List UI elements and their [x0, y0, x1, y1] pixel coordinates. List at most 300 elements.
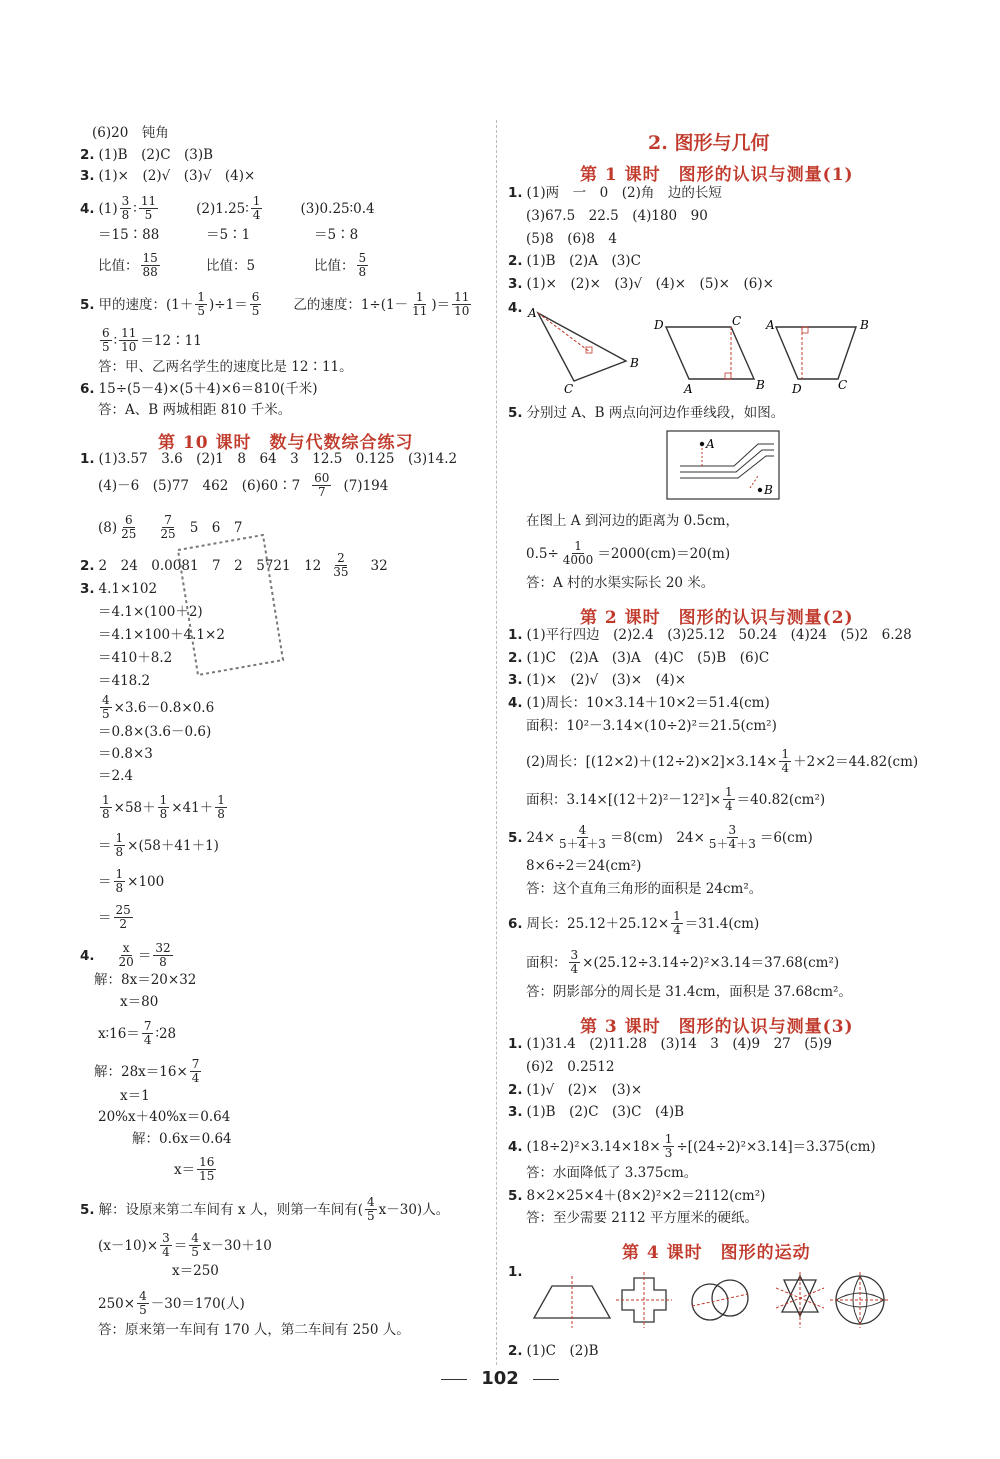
- question-number: 5.: [80, 296, 95, 313]
- expr: 甲的速度：(1＋: [98, 296, 194, 313]
- expr: 解：28x＝16×: [94, 1063, 188, 1080]
- numerator: 32: [155, 941, 171, 955]
- vertex-label: A: [766, 318, 775, 332]
- expr: (2)周长：[(12×2)＋(12÷2)×2]×3.14×: [526, 753, 778, 770]
- denominator: 4: [570, 962, 579, 976]
- denominator: 4: [143, 1033, 152, 1047]
- numerator: 1: [415, 290, 424, 304]
- fraction: [141, 252, 160, 279]
- denominator: 35: [333, 565, 349, 579]
- question-number: 1.: [508, 1036, 523, 1052]
- answer-4-sol4: [120, 1087, 150, 1105]
- numerator: 4: [139, 1289, 147, 1303]
- answer-text: (1)× (2)× (3)√ (4)× (5)× (6)×: [526, 276, 774, 292]
- denominator: 5: [102, 707, 110, 721]
- conclusion-text: 答：原来第一车间有 170 人，第二车间有 250 人。: [98, 1322, 410, 1338]
- fraction: [119, 327, 138, 354]
- answer-4-sol2: [120, 993, 158, 1011]
- fraction: [100, 327, 112, 354]
- expr: 乙的速度：1÷(1－: [293, 296, 409, 313]
- answer-3b-row1: [98, 694, 214, 721]
- cross-shape: [616, 1272, 672, 1328]
- question-number: 5.: [80, 1201, 95, 1218]
- watermark-stamp: [168, 530, 288, 680]
- lesson-heading: 第 10 课时 数与代数综合练习: [158, 433, 414, 453]
- conclusion-text: 答：甲、乙两名学生的速度比是 12∶11。: [98, 359, 353, 375]
- question-number: 6.: [508, 915, 523, 932]
- fraction: [707, 824, 758, 851]
- answer-6-conclusion: [98, 401, 291, 419]
- question-number: 1.: [80, 451, 95, 467]
- answer-5-conclusion: [526, 880, 762, 898]
- fraction: [365, 1196, 377, 1223]
- question-number: 6.: [80, 381, 95, 397]
- expr: (3)0.25∶0.4: [300, 200, 375, 217]
- denominator: 25: [121, 527, 137, 541]
- fraction: [312, 472, 331, 499]
- answer-3: [508, 671, 686, 689]
- answer-5-x: [172, 1262, 219, 1280]
- answer-1-row1: [508, 184, 722, 202]
- answer-text: 分别过 A、B 两点向河边作垂线段，如图。: [526, 405, 785, 421]
- page-number: 102: [481, 1368, 519, 1389]
- symmetry-figures: [532, 1272, 922, 1332]
- column-divider: [496, 120, 497, 1365]
- expr: ＝: [98, 873, 112, 890]
- answer-4-label: [508, 299, 527, 317]
- answer-3b-row2: [98, 723, 211, 741]
- answer-6-row2: [526, 949, 839, 976]
- question-number: 5.: [508, 1188, 523, 1204]
- expr: ∶: [113, 332, 118, 349]
- numerator: 3: [121, 194, 130, 208]
- fraction: [114, 868, 126, 895]
- expr: (x－10)×: [98, 1237, 159, 1254]
- fraction: [195, 291, 207, 318]
- answer-text: 在图上 A 到河边的距离为 0.5cm，: [526, 513, 739, 529]
- fraction: [100, 794, 112, 821]
- answer-3: [80, 167, 255, 185]
- answer-6-row1: [508, 910, 759, 937]
- answer-3-row5: [98, 672, 150, 690]
- denominator: 8: [358, 265, 367, 279]
- question-number: 1.: [508, 627, 523, 643]
- answer-text: (5)8 (6)8 4: [526, 231, 618, 247]
- fraction: [100, 694, 112, 721]
- answer-text: (1)√ (2)× (3)×: [526, 1082, 643, 1098]
- numerator: 6: [124, 513, 133, 527]
- numerator: 1: [217, 793, 225, 807]
- expr: ×100: [127, 873, 165, 890]
- denominator: 4: [781, 761, 790, 775]
- answer-text: 8×2×25×4＋(8×2)²×2＝2112(cm²): [526, 1188, 766, 1204]
- numerator: 1: [115, 867, 124, 881]
- denominator: 11: [412, 304, 428, 318]
- expr: ＝2000(cm)＝20(m): [597, 545, 731, 562]
- answer-4-row1: [508, 694, 770, 712]
- expr: ＋2×2＝44.82(cm): [793, 753, 919, 770]
- expr: 250×: [98, 1295, 136, 1312]
- answer-text: (1)B (2)C (3)B: [98, 147, 214, 163]
- answer-text: 面积：10²－3.14×(10÷2)²＝21.5(cm²): [526, 718, 777, 734]
- expr: 4.1×102: [98, 581, 158, 597]
- answer-3c-row4: [98, 904, 135, 931]
- vertex-label: C: [564, 382, 574, 396]
- numerator: 1: [159, 793, 168, 807]
- numerator: 1: [664, 1132, 673, 1146]
- conclusion-text: 答：A 村的水渠实际长 20 米。: [526, 575, 715, 591]
- expr: ＝: [173, 1237, 188, 1254]
- expr: ＝5∶1: [206, 227, 251, 243]
- answer-4-eq3: [98, 1108, 230, 1126]
- answer-5-eq: [98, 1232, 272, 1259]
- answer-1-row1: [508, 1035, 832, 1053]
- numerator: 2: [337, 551, 345, 565]
- fraction: [557, 824, 608, 851]
- expr: x－30)人。: [378, 1201, 450, 1218]
- answer-4-row2: [98, 226, 358, 244]
- answer-5: [508, 404, 784, 422]
- denominator: 8: [159, 807, 168, 821]
- denominator: 8: [115, 845, 124, 859]
- numerator: 7: [191, 1057, 200, 1071]
- denominator: 8: [159, 955, 167, 969]
- fraction: [114, 832, 126, 859]
- question-number: 1.: [508, 1264, 523, 1280]
- denominator: 8: [217, 807, 225, 821]
- expr: ＝15∶88: [98, 227, 160, 243]
- question-number: 2.: [508, 1343, 523, 1359]
- expr: )÷1＝: [209, 296, 248, 313]
- denominator: 25: [160, 527, 176, 541]
- answer-4-row3: [526, 748, 918, 775]
- question-number: 4.: [80, 947, 95, 964]
- expr: ＝: [98, 909, 112, 926]
- vertex-label: B: [860, 318, 869, 332]
- answer-3c-row3: [98, 868, 164, 895]
- fraction: [189, 1232, 201, 1259]
- denominator: 4: [673, 923, 681, 937]
- fraction: [117, 942, 136, 969]
- fraction: [671, 910, 683, 937]
- fraction: [569, 949, 581, 976]
- trapezoid-shape: [534, 1276, 610, 1328]
- expr: ＝418.2: [98, 673, 151, 689]
- denominator: 4: [252, 208, 261, 222]
- denominator: 5: [367, 1209, 375, 1223]
- expr: ＝4.1×(100＋2): [98, 604, 203, 620]
- expr: ÷[(24÷2)²×3.14]＝3.375(cm): [676, 1138, 876, 1155]
- numerator: 1: [252, 194, 261, 208]
- question-number: 2.: [508, 650, 523, 666]
- fraction: [331, 552, 350, 579]
- fraction: [120, 195, 132, 222]
- answer-text: 2 24 0.0081 7 2 5721 12: [98, 557, 322, 574]
- answer-2: [508, 1342, 599, 1360]
- numerator: 11: [121, 326, 137, 340]
- denominator: 2: [119, 917, 127, 931]
- vertex-label: B: [756, 378, 765, 392]
- answer-4-sol1: [94, 971, 196, 989]
- conclusion-text: 答：阴影部分的周长是 31.4cm，面积是 37.68cm²。: [526, 984, 852, 1000]
- answer-4-sol6: [174, 1156, 218, 1183]
- question-number: 4.: [508, 1138, 523, 1155]
- expr: x＝250: [172, 1263, 219, 1279]
- numerator: 15: [142, 251, 158, 265]
- answer-4-sol3: [94, 1058, 203, 1085]
- answer-4-eq1: [80, 942, 175, 969]
- text-line-content: (6)20 钝角: [92, 125, 169, 141]
- numerator: 5: [358, 251, 367, 265]
- vertex-label: C: [732, 314, 742, 328]
- vertex-label: D: [654, 318, 664, 332]
- answer-text: (1)C (2)B: [526, 1343, 599, 1359]
- numerator: 7: [164, 513, 172, 527]
- question-number: 3.: [80, 581, 95, 597]
- ratio-label: 比值：: [314, 257, 355, 274]
- answer-5-row1: [508, 824, 813, 851]
- lesson-heading: 第 2 课时 图形的认识与测量(2): [580, 608, 854, 628]
- lesson-heading: 第 4 课时 图形的运动: [622, 1243, 811, 1263]
- flower-circle-shape: [830, 1272, 890, 1328]
- expr: x∶16＝: [98, 1025, 140, 1042]
- question-number: 4.: [508, 695, 523, 711]
- star-shape: [776, 1272, 824, 1328]
- expr: )＝: [431, 296, 451, 313]
- page-footer: [0, 1368, 1000, 1389]
- question-number: 4.: [508, 300, 523, 316]
- numerator: 1: [781, 747, 790, 761]
- answer-text: (1)3.57 3.6 (2)1 8 64 3 12.5 0.125 (3)14.2: [98, 451, 458, 467]
- answer-5-conclusion: [526, 574, 714, 592]
- expr: 0.5÷: [526, 545, 559, 562]
- expr: ＝0.8×(3.6－0.6): [98, 724, 212, 740]
- answer-1: [508, 626, 912, 644]
- expr: －30＝170(人): [150, 1295, 245, 1312]
- footer-rule: [533, 1379, 559, 1380]
- question-number: 5.: [508, 829, 523, 846]
- conclusion-text: 答：这个直角三角形的面积是 24cm²。: [526, 881, 763, 897]
- answer-1-row2: [526, 1058, 614, 1076]
- fraction: [723, 786, 735, 813]
- fraction: [190, 1058, 202, 1085]
- expr: ×(58＋41＋1): [127, 837, 219, 854]
- expr: 20%x＋40%x＝0.64: [98, 1109, 231, 1125]
- vertex-label: A: [528, 306, 537, 320]
- expr: 解：设原来第二车间有 x 人，则第一车间有(: [98, 1201, 363, 1218]
- numerator: 4: [191, 1231, 199, 1245]
- expr: ＝6(cm): [759, 829, 813, 846]
- fraction: [139, 195, 158, 222]
- expr: ＝8(cm) 24×: [609, 829, 705, 846]
- answer-2: [508, 1081, 642, 1099]
- answer-5-line3: [526, 540, 730, 567]
- answer-5-conclusion: [98, 1321, 410, 1339]
- answer-text: (1)31.4 (2)11.28 (3)14 3 (4)9 27 (5)9: [526, 1036, 832, 1052]
- question-number: 2.: [80, 557, 95, 574]
- expr: x＝80: [120, 994, 159, 1010]
- answer-1-row2: [526, 207, 708, 225]
- expr: 周长：25.12＋25.12×: [526, 915, 670, 932]
- answer-text: 15÷(5－4)×(5＋4)×6＝810(千米): [98, 381, 318, 397]
- numerator: 3: [162, 1231, 170, 1245]
- fraction: [137, 1290, 149, 1317]
- answer-4-row1: [80, 195, 375, 222]
- footer-rule: [441, 1379, 467, 1380]
- expr: ＝31.4(cm): [684, 915, 760, 932]
- denominator: 88: [142, 265, 158, 279]
- fraction: [561, 540, 596, 567]
- fraction: [142, 1020, 154, 1047]
- vertex-label: C: [838, 378, 848, 392]
- fraction: [779, 748, 791, 775]
- expr: ×3.6－0.8×0.6: [113, 699, 215, 716]
- expr: ＝: [137, 947, 152, 964]
- answer-5-conclusion: [526, 1209, 758, 1227]
- answer-4-conclusion: [526, 1164, 697, 1182]
- expr: 面积：3.14×[(12＋2)²－12²]×: [526, 791, 722, 808]
- vertex-label: A: [684, 382, 693, 396]
- answer-5-row2: [526, 857, 641, 875]
- fraction: [119, 514, 138, 541]
- numerator: 1: [673, 909, 681, 923]
- fraction: [250, 291, 262, 318]
- point-label: B: [764, 483, 773, 497]
- answer-text: (1)B (2)A (3)C: [526, 253, 641, 269]
- expr: ×41＋: [171, 799, 214, 816]
- answer-2: [508, 649, 769, 667]
- answer-5-row2: [98, 327, 202, 354]
- answer-2: [80, 146, 213, 164]
- denominator: 5: [139, 1303, 147, 1317]
- denominator: 4: [191, 1071, 200, 1085]
- numerator: 16: [199, 1155, 215, 1169]
- answer-4-sol5: [132, 1130, 232, 1148]
- numerator: 7: [143, 1019, 152, 1033]
- answer-1: [80, 450, 457, 468]
- expr: ＝: [98, 837, 112, 854]
- expr: x＝: [174, 1161, 196, 1178]
- answer-text: (1)平行四边 (2)2.4 (3)25.12 50.24 (4)24 (5)2 6.28: [526, 627, 912, 643]
- expr: ∶: [133, 200, 137, 217]
- numerator: 1: [102, 793, 110, 807]
- answer-1-label: [508, 1263, 527, 1281]
- answer-1-row2: [98, 472, 388, 499]
- denominator: 8: [115, 881, 124, 895]
- denominator: 8: [102, 807, 110, 821]
- denominator: 5: [144, 208, 153, 222]
- expr: ＝0.8×3: [98, 746, 153, 762]
- answer-3c-row2: [98, 832, 219, 859]
- denominator: 20: [118, 955, 134, 969]
- conclusion-text: 答：A、B 两城相距 810 千米。: [98, 402, 292, 418]
- geometry-figures: [526, 305, 926, 395]
- question-number: 2.: [508, 253, 523, 269]
- expr: x－30＋10: [202, 1237, 272, 1254]
- numerator: 60: [314, 471, 330, 485]
- answer-3: [508, 1103, 684, 1121]
- answer-3c-row1: [98, 794, 229, 821]
- denominator: 5＋4＋3: [559, 837, 606, 851]
- fraction: [114, 904, 133, 931]
- question-number: 1.: [508, 185, 523, 201]
- fraction: [357, 252, 369, 279]
- fraction: [452, 291, 471, 318]
- numerator: 1: [725, 785, 733, 799]
- vertex-label: D: [792, 382, 802, 396]
- denominator: 5: [102, 340, 110, 354]
- answer-1-row3: [526, 230, 617, 248]
- answer-4-row4: [526, 786, 825, 813]
- answer-5-conclusion: [98, 358, 353, 376]
- numerator: 6: [251, 290, 260, 304]
- expr: ＝40.82(cm²): [736, 791, 826, 808]
- denominator: 5: [251, 304, 260, 318]
- parallelogram-figure: [653, 314, 765, 396]
- question-number: 4.: [80, 200, 95, 217]
- question-number: 3.: [508, 276, 523, 292]
- answer-text: (3)67.5 22.5 (4)180 90: [526, 208, 708, 224]
- expr: ＝2.4: [98, 768, 133, 784]
- numerator: 6: [102, 326, 110, 340]
- answer-text: 8×6÷2＝24(cm²): [526, 858, 642, 874]
- answer-5-row1: [80, 291, 473, 318]
- expr: ×58＋: [113, 799, 156, 816]
- answer-5: [508, 1187, 765, 1205]
- expr: ×(25.12÷3.14÷2)²×3.14＝37.68(cm²): [582, 954, 840, 971]
- denominator: 8: [121, 208, 130, 222]
- answer-2: [508, 252, 641, 270]
- fraction: [410, 291, 429, 318]
- answer-3b-row4: [98, 767, 133, 785]
- expr: x＝1: [120, 1088, 150, 1104]
- denominator: 10: [454, 304, 470, 318]
- triangle-figure: [527, 306, 639, 396]
- numerator: 25: [115, 903, 131, 917]
- question-number: 2.: [508, 1082, 523, 1098]
- question-number: 2.: [80, 147, 95, 163]
- answer-4-row3: [98, 252, 370, 279]
- lesson-heading: 第 1 课时 图形的认识与测量(1): [580, 165, 854, 185]
- fraction: [663, 1133, 675, 1160]
- answer-4-row2: [526, 717, 777, 735]
- denominator: 5＋4＋3: [708, 837, 756, 851]
- ratio-label: 比值：5: [206, 257, 256, 274]
- answer-text: (1)C (2)A (3)A (4)C (5)B (6)C: [526, 650, 770, 666]
- expr: ＝12∶11: [140, 332, 202, 349]
- point-label: A: [706, 437, 715, 451]
- expr: (8): [98, 519, 118, 536]
- fraction: [251, 195, 263, 222]
- question-number: 3.: [508, 1104, 523, 1120]
- ratio-label: 比值：: [98, 257, 139, 274]
- denominator: 10: [121, 340, 137, 354]
- denominator: 15: [199, 1169, 215, 1183]
- answer-4: [508, 1133, 876, 1160]
- numerator: 3: [570, 948, 579, 962]
- denominator: 5: [197, 304, 206, 318]
- numerator: 11: [454, 290, 470, 304]
- fraction: [153, 942, 172, 969]
- expr: 面积：: [526, 954, 567, 971]
- numerator: 1: [574, 539, 582, 553]
- denominator: 3: [664, 1146, 673, 1160]
- vertex-label: B: [630, 356, 639, 370]
- answer-text: (1)× (2)√ (3)√ (4)×: [98, 168, 256, 184]
- expr: ＝4.1×100＋4.1×2: [98, 627, 225, 643]
- river-figure: [666, 430, 780, 502]
- numerator: 4: [367, 1195, 375, 1209]
